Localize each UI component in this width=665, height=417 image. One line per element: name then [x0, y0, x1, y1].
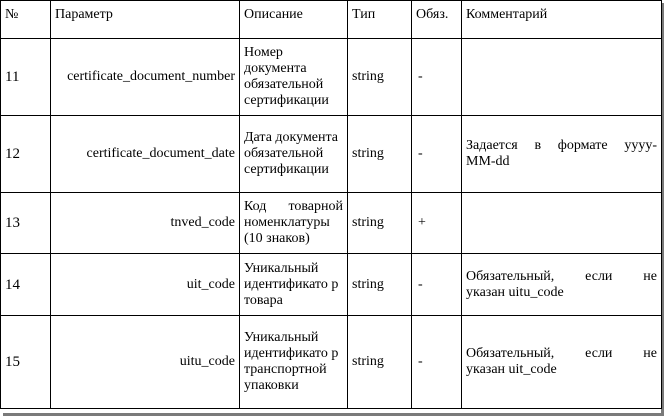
row-param: uit_code: [51, 254, 240, 316]
table-row: [1, 39, 662, 116]
row-comment: [462, 116, 662, 193]
row-req: -: [412, 39, 462, 116]
row-comment-line2: ММ-dd: [466, 154, 510, 169]
row-comment-line2: указан uit_code: [466, 362, 557, 377]
row-type: string: [348, 316, 412, 409]
row-type: string: [348, 254, 412, 316]
row-desc: Код товарной номенклатуры (10 знаков): [240, 193, 348, 254]
row-param: uitu_code: [51, 316, 240, 409]
row-req: -: [412, 254, 462, 316]
row-num: 13: [1, 193, 51, 254]
row-param: tnved_code: [51, 193, 240, 254]
row-comment: [462, 193, 662, 254]
header-param: Параметр: [51, 1, 240, 39]
table-row: [1, 254, 662, 316]
header-desc: Описание: [240, 1, 348, 39]
row-num: 14: [1, 254, 51, 316]
header-type: Тип: [348, 1, 412, 39]
row-desc: Номер документа обязательной сертификации: [240, 39, 348, 116]
row-comment-line1: Задается в формате уууу-: [466, 138, 657, 153]
row-num: 15: [1, 316, 51, 409]
table-row: [1, 316, 662, 409]
header-comment: Комментарий: [462, 1, 662, 39]
table-row: [1, 193, 662, 254]
row-comment: [462, 316, 662, 409]
row-desc: Уникальный идентификато р транспортной упаковки: [240, 316, 348, 409]
row-desc: Уникальный идентификато р товара: [240, 254, 348, 316]
header-req: Обяз.: [412, 1, 462, 39]
row-desc: Дата документа обязательной сертификации: [240, 116, 348, 193]
row-type: string: [348, 39, 412, 116]
row-req: -: [412, 116, 462, 193]
header-num: №: [1, 1, 51, 39]
row-type: string: [348, 116, 412, 193]
row-comment-line1: Обязательный, если не: [466, 346, 657, 361]
row-type: string: [348, 193, 412, 254]
table-row: [1, 116, 662, 193]
row-num: 11: [1, 39, 51, 116]
row-comment-line1: Обязательный, если не: [466, 268, 657, 284]
row-comment: [462, 254, 662, 316]
row-comment-line2: указан uitu_code: [466, 284, 564, 300]
row-comment: [462, 39, 662, 116]
row-req: -: [412, 316, 462, 409]
row-req: +: [412, 193, 462, 254]
row-param: certificate_document_number: [51, 39, 240, 116]
row-param: certificate_document_date: [51, 116, 240, 193]
table-header-row: [1, 1, 662, 39]
row-num: 12: [1, 116, 51, 193]
